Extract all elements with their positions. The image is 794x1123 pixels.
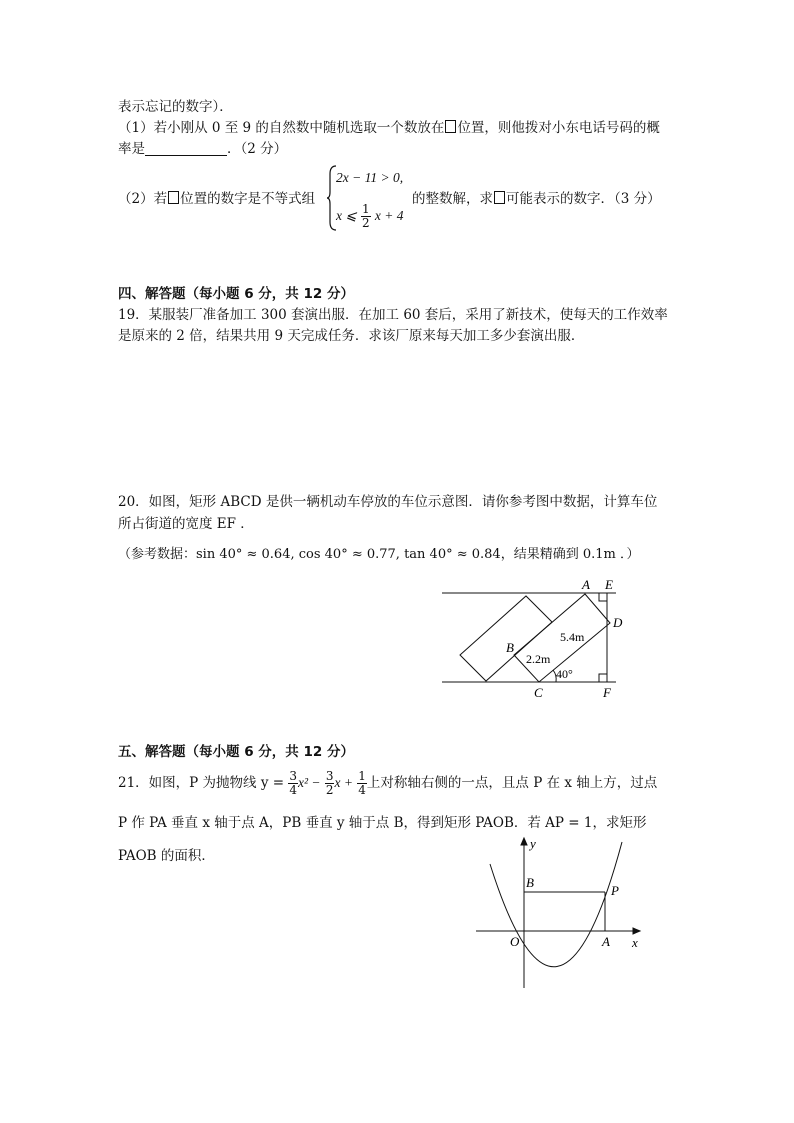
blank-square xyxy=(168,191,179,204)
q18-tail-text: 表示忘记的数字）． xyxy=(118,99,233,115)
q21-line2: P 作 PA 垂直 x 轴于点 A，PB 垂直 y 轴于点 B，得到矩形 PAOB．若 AP = 1，求矩形 xyxy=(118,815,647,831)
section4-heading: 四、解答题（每小题 6 分，共 12 分） xyxy=(118,286,354,302)
label-angle: 40° xyxy=(556,667,573,681)
q20-line2: 所占街道的宽度 EF ． xyxy=(118,516,254,532)
answer-blank xyxy=(145,141,227,156)
fraction: $\frac{1}{2}$ xyxy=(361,202,370,230)
label-B: B xyxy=(506,640,514,655)
label-length-AD: 5.4m xyxy=(560,630,585,644)
parking-figure xyxy=(436,575,636,705)
label-O: O xyxy=(510,934,520,949)
blank-square xyxy=(494,191,505,204)
parabola-figure xyxy=(470,832,650,992)
label-P: P xyxy=(611,883,619,898)
label-E: E xyxy=(605,577,613,592)
label-F: F xyxy=(603,685,611,700)
label-length-BC: 2.2m xyxy=(526,652,551,666)
q21-line1: 21．如图，P 为抛物线 y = $\frac{3}{4}$ x² − $\frac{3}{2}$ x + $\frac{1}{4}$ 上对称轴右侧的一点，且点 P 在 x 轴上方，过点 xyxy=(118,769,658,797)
axis-label-x: x xyxy=(632,935,638,950)
label-B: B xyxy=(526,875,534,890)
label-D: D xyxy=(613,615,623,630)
q19-line2: 是原来的 2 倍，结果共用 9 天完成任务．求该厂原来每天加工多少套演出服． xyxy=(118,328,585,344)
q18-part1-line2: 率是 ．（2 分） xyxy=(118,141,288,157)
inequality-2: x ⩽ $\frac{1}{2}$ x + 4 xyxy=(336,202,404,230)
section5-heading: 五、解答题（每小题 6 分，共 12 分） xyxy=(118,744,354,760)
q18-part2-tail: 的整数解，求 可能表示的数字．（3 分） xyxy=(412,191,661,207)
axis-label-y: y xyxy=(530,836,536,851)
q20-line1: 20．如图，矩形 ABCD 是供一辆机动车停放的车位示意图．请你参考图中数据，计算车位 xyxy=(118,494,658,510)
q18-part2-line: （2）若 位置的数字是不等式组 xyxy=(118,191,316,207)
q19-line1: 19．某服装厂准备加工 300 套演出服．在加工 60 套后，采用了新技术，使每天的工作效率 xyxy=(118,307,668,323)
label-A: A xyxy=(582,577,590,592)
q21-line3: PAOB 的面积． xyxy=(118,848,215,864)
q20-reference-data: （参考数据：sin 40° ≈ 0.64, cos 40° ≈ 0.77, tan 40° ≈ 0.84，结果精确到 0.1m ．） xyxy=(118,547,640,562)
inequality-1: 2x − 11 > 0, xyxy=(336,170,404,185)
label-A: A xyxy=(602,934,610,949)
q18-part1-line1: （1）若小刚从 0 至 9 的自然数中随机选取一个数放在 位置，则他拨对小东电话号码的概 xyxy=(118,120,660,136)
label-C: C xyxy=(534,685,543,700)
blank-square xyxy=(445,120,456,133)
